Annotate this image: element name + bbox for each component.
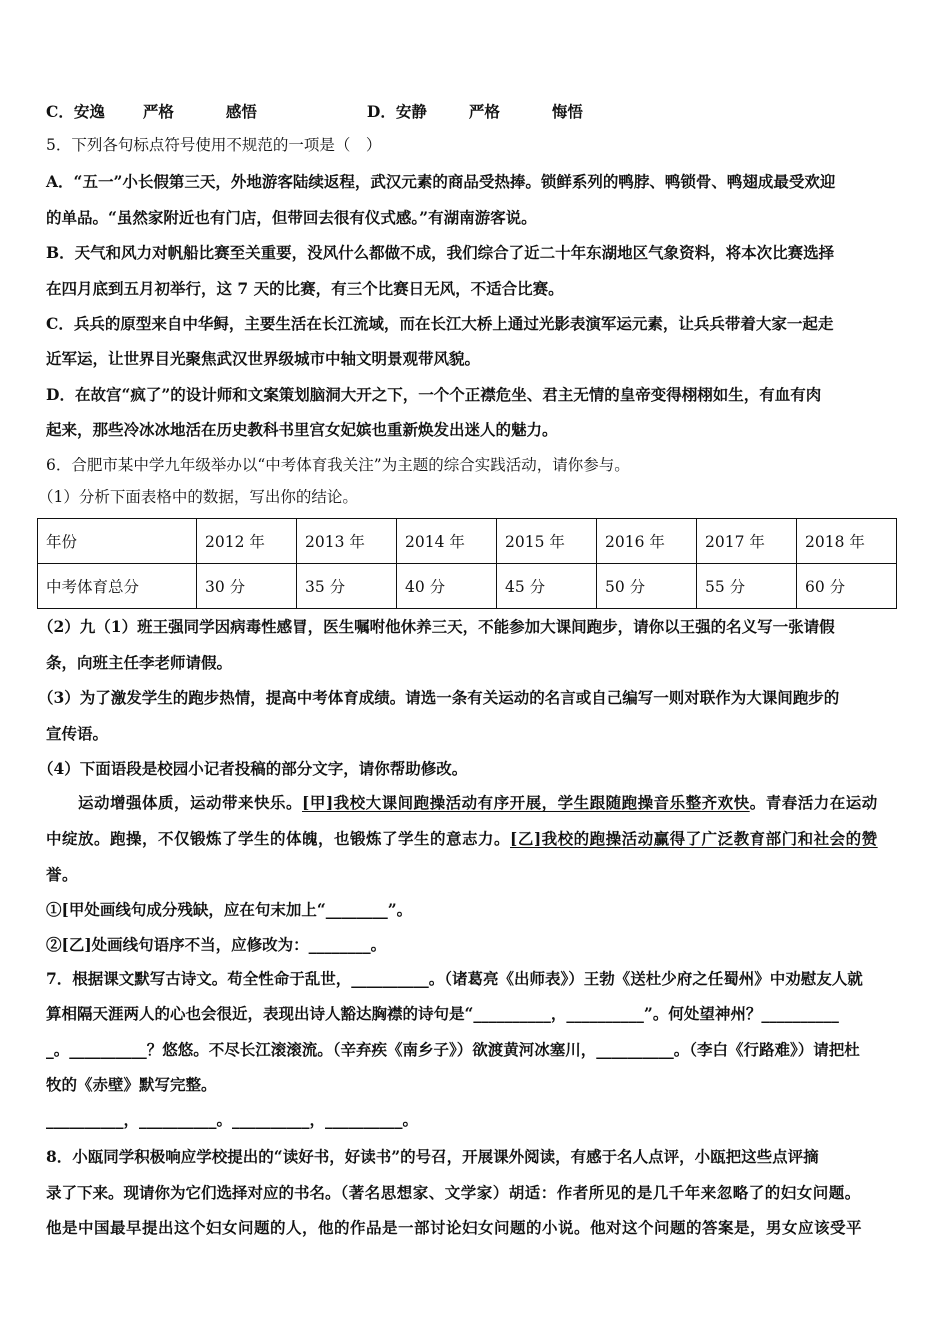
table-cell: 2015 年: [497, 519, 597, 564]
option-c-word3: 感悟: [225, 102, 257, 121]
table-cell: 55 分: [697, 564, 797, 609]
q6-sub1: ①[甲处画线句成分残缺，应在句末加上“________”。: [46, 900, 413, 919]
table-cell: 2012 年: [197, 519, 297, 564]
option-d-word3: 悔悟: [551, 102, 583, 121]
table-cell: 2014 年: [397, 519, 497, 564]
q4-options-row: [46, 100, 908, 124]
score-table: [37, 518, 897, 609]
table-cell: 2016 年: [597, 519, 697, 564]
q8-line2-a: 录了下来。现请你为它们选择对应的书名。: [46, 1183, 341, 1202]
table-cell: 35 分: [297, 564, 397, 609]
passage-line3: 誉。: [46, 865, 79, 884]
table-cell: 2018 年: [797, 519, 897, 564]
q5-stem: 5．下列各句标点符号使用不规范的一项是（ ）: [46, 136, 382, 154]
q5-option-a-line1: A．“五一”小长假第三天，外地游客陆续返程，武汉元素的商品受热捧。锁鲜系列的鸭脖、鸭锁骨、鸭翅成最受欢迎: [46, 172, 836, 191]
q5-option-d-line2: 起来，那些冷冰冰地活在历史教科书里宫女妃嫔也重新焕发出迷人的魅力。: [46, 420, 558, 439]
q5-option-a-line2: 的单品。“虽然家附近也有门店，但带回去很有仪式感。”有湖南游客说。: [46, 208, 537, 227]
table-cell: 45 分: [497, 564, 597, 609]
passage-line1: [78, 791, 908, 815]
q5-option-b-line1: B．天气和风力对帆船比赛至关重要，没风什么都做不成，我们综合了近二十年东湖地区气象资料，将本次比赛选择: [46, 243, 835, 262]
q8-line2-b: （著名思想家、文学家）胡适：作者所见的是几千年来忽略了的妇女问题。: [340, 1183, 861, 1202]
q5-option-d-line1: D．在故宫“疯了”的设计师和文案策划脑洞大开之下，一个个正襟危坐、君主无情的皇帝变得栩栩如生，有血有肉: [46, 385, 822, 404]
table-row-years: [38, 519, 897, 564]
q7-line3: _。__________？悠悠。不尽长江滚滚流。（辛弃疾《南乡子》）欲渡黄河冰塞川，__________。（李白《行路难》）请把杜: [46, 1040, 860, 1059]
option-d-word2: 严格: [468, 102, 500, 121]
q8-line3: 他是中国最早提出这个妇女问题的人，他的作品是一部讨论妇女问题的小说。他对这个问题的答案是，男女应该受平: [46, 1218, 863, 1237]
q6-part2-line1: （2）九（1）班王强同学因病毒性感冒，医生嘱咐他休养三天，不能参加大课间跑步，请你以王强的名义写一张请假: [38, 617, 835, 636]
table-cell: 2017 年: [697, 519, 797, 564]
option-d-label: D．安静: [366, 102, 427, 121]
table-cell: 30 分: [197, 564, 297, 609]
q6-part3-line2: 宣传语。: [46, 724, 109, 743]
table-cell: 2013 年: [297, 519, 397, 564]
q8-line1: 8．小瓯同学积极响应学校提出的“读好书，好读书”的号召，开展课外阅读，有感于名人点评，小瓯把这些点评摘: [46, 1147, 819, 1166]
q5-option-b-line2: 在四月底到五月初举行，这 7 天的比赛，有三个比赛日无风，不适合比赛。: [46, 279, 564, 298]
table-cell: 年份: [38, 519, 197, 564]
q7-line2: 算相隔天涯两人的心也会很近，表现出诗人豁达胸襟的诗句是“__________，__________”。何处望神州？__________: [46, 1004, 839, 1023]
passage-sentence: 中绽放。跑操，不仅锻炼了学生的体魄，也锻炼了学生的意志力。: [46, 829, 511, 848]
q6-stem: 6．合肥市某中学九年级举办以“中考体育我关注”为主题的综合实践活动，请你参与。: [46, 456, 630, 474]
passage-line2: [46, 827, 908, 851]
table-cell: 50 分: [597, 564, 697, 609]
passage-sentence: 运动增强体质，运动带来快乐。: [78, 793, 303, 812]
q6-part2-line2: 条，向班主任李老师请假。: [46, 653, 233, 672]
q5-option-c-line2: 近军运，让世界目光聚焦武汉世界级城市中轴文明景观带风貌。: [46, 349, 481, 368]
table-cell: 60 分: [797, 564, 897, 609]
table-cell: 40 分: [397, 564, 497, 609]
q7-line5: __________，__________。__________，__________。: [46, 1110, 419, 1129]
option-c-word2: 严格: [142, 102, 174, 121]
underlined-sentence-yi: [乙]我校的跑操活动赢得了广泛教育部门和社会的赞: [510, 829, 878, 848]
q5-option-c-line1: C．兵兵的原型来自中华鲟，主要生活在长江流域，而在长江大桥上通过光影表演军运元素，让兵兵带着大家一起走: [46, 314, 834, 333]
q7-line1: 7．根据课文默写古诗文。苟全性命于乱世，__________。（诸葛亮《出师表》）王勃《送杜少府之任蜀州》中劝慰友人就: [46, 969, 863, 988]
table-row-scores: [38, 564, 897, 609]
option-c-label: C．安逸: [46, 102, 105, 121]
q7-line4: 牧的《赤壁》默写完整。: [46, 1075, 217, 1094]
q6-part1: （1）分析下面表格中的数据，写出你的结论。: [38, 488, 358, 506]
table-cell: 中考体育总分: [38, 564, 197, 609]
q8-line2: [46, 1181, 908, 1205]
underlined-sentence-jia: [甲]我校大课间跑操活动有序开展，学生跟随跑操音乐整齐欢快: [302, 793, 750, 812]
q6-part3-line1: （3）为了激发学生的跑步热情，提高中考体育成绩。请选一条有关运动的名言或自己编写一则对联作为大课间跑步的: [38, 688, 840, 707]
q6-part4: （4）下面语段是校园小记者投稿的部分文字，请你帮助修改。: [38, 759, 468, 778]
q6-sub2: ②[乙]处画线句语序不当，应修改为：________。: [46, 935, 387, 954]
passage-sentence: 。青春活力在运动: [749, 793, 878, 812]
